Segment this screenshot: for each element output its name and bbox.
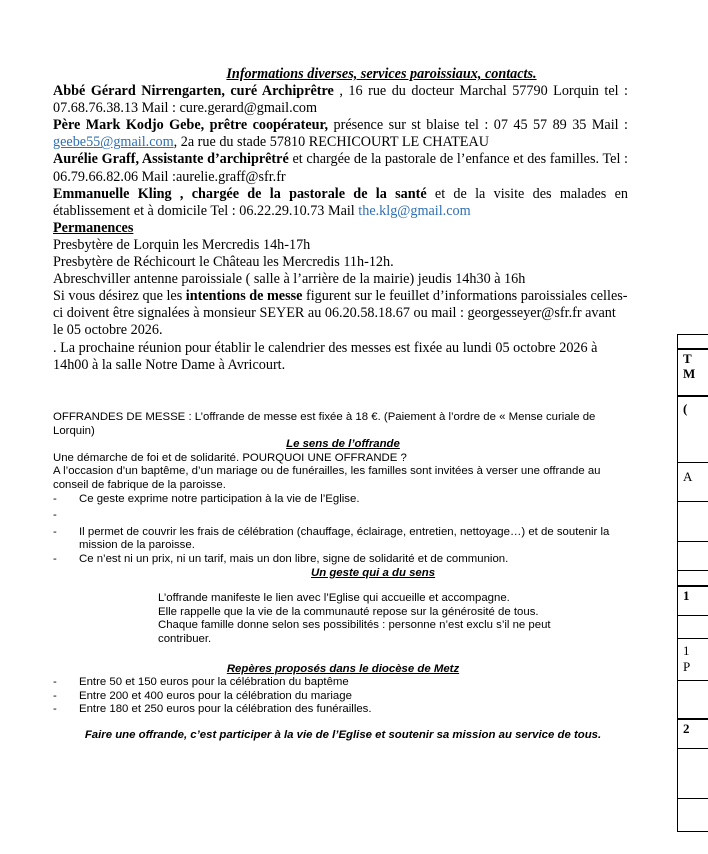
reperes-title: Repères proposés dans le diocèse de Metz <box>226 662 460 675</box>
contact-cure <box>53 83 628 117</box>
permanences-title: Permanences <box>53 219 134 236</box>
contact-details: et chargée de la pastorale de l’enfance et des familles. Tel : 06.79.66.82.06 Mail :aurelie.graff@sfr.fr <box>53 151 629 185</box>
contacts-section <box>53 66 628 374</box>
closing-statement: Faire une offrande, c’est participer à la vie de l’Eglise et soutenir sa mission au service de tous. <box>84 728 602 741</box>
reperes-list <box>53 676 633 717</box>
list-item: - Ce geste exprime notre participation à la vie de l’Eglise. <box>53 492 360 505</box>
table-cell: 1 <box>683 643 690 658</box>
contact-sante <box>53 186 628 220</box>
contact-pretre <box>53 117 628 151</box>
table-cell: T <box>683 351 692 366</box>
contact-address: , 2a rue du stade 57810 RECHICOURT LE CHATEAU <box>173 134 489 151</box>
contact-name: Emmanuelle Kling , chargée de la pastorale de la santé <box>53 185 427 202</box>
contact-assistante <box>53 151 628 185</box>
table-cell: 1 <box>683 588 690 603</box>
geste-line: L’offrande manifeste le lien avec l’Eglise qui accueille et accompagne. <box>158 592 510 605</box>
geste-line: Elle rappelle que la vie de la communauté repose sur la générosité de tous. <box>158 605 539 618</box>
table-cell: M <box>683 366 696 381</box>
page-title: Informations diverses, services paroissiaux, contacts. <box>226 66 537 82</box>
contact-name: Père Mark Kodjo Gebe, prêtre coopérateur, <box>53 117 329 134</box>
meeting-paragraph: . La prochaine réunion pour établir le calendrier des messes est fixée au lundi 05 octobre 2026 à 14h00 à la salle Notre Dame à Avricourt. <box>53 339 598 373</box>
offrandes-section <box>53 411 633 742</box>
contact-details: , 16 rue du docteur Marchal 57790 Lorquin tel : 07.68.76.38.13 Mail : cure.gerard@gmail.com <box>53 83 628 117</box>
email-link[interactable]: the.klg@gmail.com <box>358 202 471 219</box>
contact-details: et de la visite des malades en établissement et à domicile Tel : 06.22.29.10.73 Mail <box>53 185 628 219</box>
clipped-table <box>677 334 708 832</box>
list-item: - Entre 200 et 400 euros pour la célébration du mariage <box>53 689 352 702</box>
table-cell: P <box>683 659 691 674</box>
list-item: - Entre 180 et 250 euros pour la célébration des funérailles. <box>53 703 372 716</box>
email-link[interactable]: geebe55@gmail.com <box>53 134 174 151</box>
contact-name: Aurélie Graff, Assistante d’archiprêtré <box>53 151 289 168</box>
list-item: - Il permet de couvrir les frais de célébration (chauffage, éclairage, entretien, nettoyage…) et de soutenir la mission de la paroisse. <box>53 525 610 552</box>
geste-line: Chaque famille donne selon ses possibilités : personne n’est exclu s’il ne peut contribuer. <box>158 619 551 645</box>
contact-name: Abbé Gérard Nirrengarten, curé Archiprêtre <box>53 83 334 100</box>
table-cell: A <box>683 469 693 484</box>
table-cell: 2 <box>683 721 690 736</box>
table-cell: ( <box>683 401 688 416</box>
list-item: - <box>53 509 57 522</box>
intentions-paragraph: Si vous désirez que les intentions de messe figurent sur le feuillet d’informations paroissiales celles-ci doivent être signalées à monsieur SEYER au 06.20.58.18.67 ou mail : georgesseyer@sfr.fr avant le 05 octobre 2026. <box>53 288 628 339</box>
permanence-line: Presbytère de Lorquin les Mercredis 14h-17h <box>53 236 311 253</box>
geste-block <box>53 592 633 646</box>
sens-list <box>53 493 633 567</box>
offrandes-intro: OFFRANDES DE MESSE : L’offrande de messe est fixée à 18 €. (Paiement à l’ordre de « Mense curiale de Lorquin) <box>53 411 596 437</box>
occasion-paragraph: A l’occasion d’un baptême, d’un mariage ou de funérailles, les familles sont invitées à verser une offrande au conseil de fabrique de la paroisse. <box>53 465 601 491</box>
intentions-keyword: intentions de messe <box>185 288 303 305</box>
demarche-line: Une démarche de foi et de solidarité. POURQUOI UNE OFFRANDE ? <box>53 451 407 464</box>
geste-title: Un geste qui a du sens <box>311 566 436 579</box>
permanence-line: Abreschviller antenne paroissiale ( salle à l’arrière de la mairie) jeudis 14h30 à 16h <box>53 271 526 288</box>
sens-title: Le sens de l’offrande <box>286 438 400 451</box>
list-item: - Ce n’est ni un prix, ni un tarif, mais un don libre, signe de solidarité et de communion. <box>53 552 509 565</box>
permanence-line: Presbytère de Réchicourt le Château les Mercredis 11h-12h. <box>53 254 394 271</box>
contact-details: présence sur st blaise tel : 07 45 57 89 35 Mail : <box>328 117 628 134</box>
list-item: - Entre 50 et 150 euros pour la célébration du baptême <box>53 676 349 689</box>
